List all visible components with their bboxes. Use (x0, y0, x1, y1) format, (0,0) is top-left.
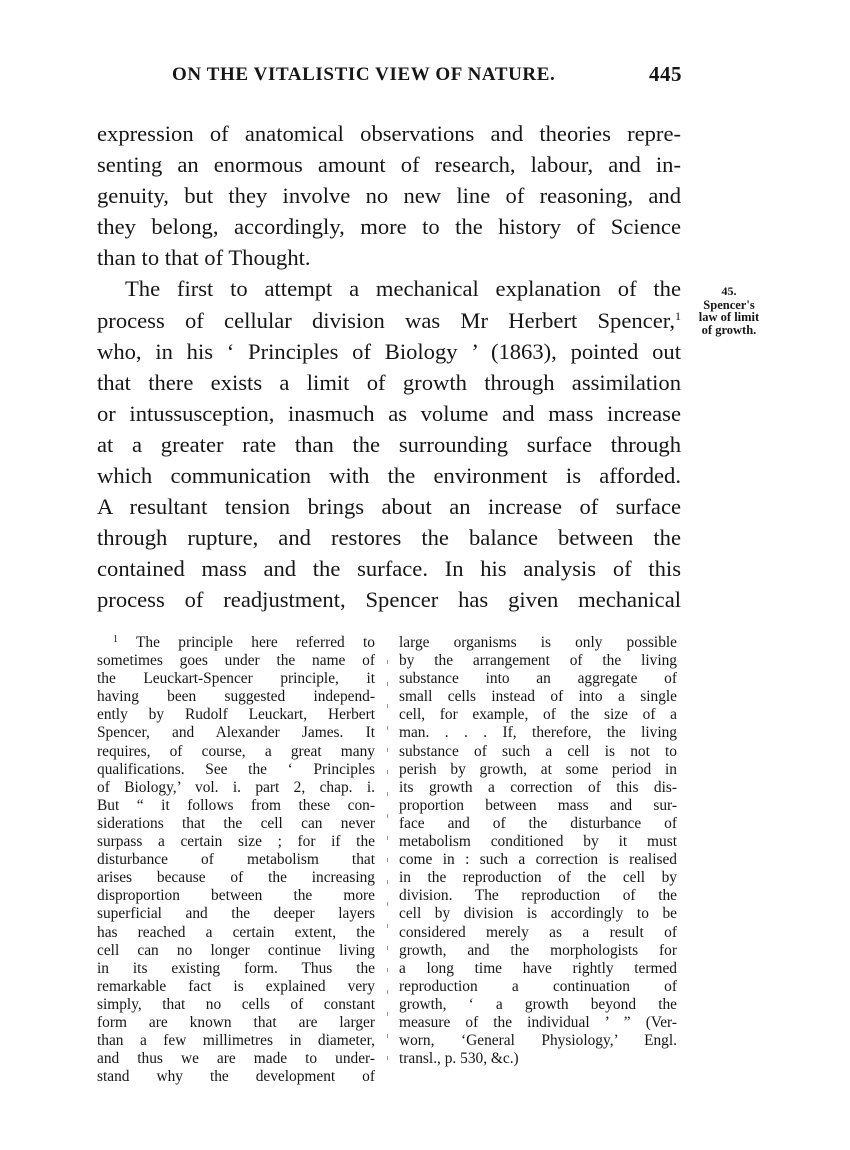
footnote-line: considered merely as a result of (399, 923, 677, 941)
footnote-line: perish by growth, at some period in (399, 760, 677, 778)
main-text-line: that there exists a limit of growth through assimilation (97, 369, 681, 395)
footnote-line: disproportion between the more (97, 887, 375, 905)
footnote-line: in the reproduction of the cell by (399, 869, 677, 887)
main-text-line: process of readjustment, Spencer has given mechanical (97, 587, 681, 613)
footnote-line: face and of the disturbance of (399, 814, 677, 832)
footnote-line: surpass a certain size ; for if the (97, 833, 375, 851)
footnote-line: arises because of the increasing (97, 869, 375, 887)
footnote-marker: 1 (113, 634, 118, 645)
footnote-line: the Leuckart-Spencer principle, it (97, 670, 375, 688)
footnote-line: transl., p. 530, &c.) (399, 1050, 519, 1068)
footnote-line: growth, and the morphologists for (399, 941, 677, 959)
footnote-column-right (399, 634, 677, 1068)
footnote-line: siderations that the cell can never (97, 814, 375, 832)
footnote-line: small cells instead of into a single (399, 688, 677, 706)
margin-note-line: Spencer's (703, 297, 755, 312)
main-text-line: contained mass and the surface. In his analysis of this (97, 556, 681, 582)
footnote-line: superficial and the deeper layers (97, 905, 375, 923)
margin-note (688, 285, 770, 336)
footnote-line: of Biology,’ vol. i. part 2, chap. i. (97, 778, 375, 796)
main-text-line: at a greater rate than the surrounding surface through (97, 431, 681, 457)
footnote-line: substance of such a cell is not to (399, 742, 677, 760)
main-text-line: expression of anatomical observations and theories repre- (97, 121, 681, 146)
footnote-line: qualifications. See the ‘ Principles (97, 760, 375, 778)
footnote-line: and thus we are made to under- (97, 1050, 375, 1068)
running-title: ON THE VITALISTIC VIEW OF NATURE. (172, 64, 556, 85)
paragraph-start-line: The first to attempt a mechanical explanation of the (125, 276, 681, 302)
main-text-line: A resultant tension brings about an increase of surface (97, 494, 681, 520)
footnote-line-text: The principle here referred to (136, 634, 375, 651)
margin-note-line: law of limit (698, 310, 760, 325)
main-text-line: genuity, but they involve no new line of reasoning, and (97, 183, 681, 209)
main-text-line: senting an enormous amount of research, labour, and in- (97, 152, 681, 178)
footnote-line: stand why the development of (97, 1068, 375, 1086)
running-head (172, 64, 682, 92)
footnote-line: than a few millimetres in diameter, (97, 1032, 375, 1050)
footnote-line: growth, ‘ a growth beyond the (399, 995, 677, 1013)
section-number: 45. (721, 284, 737, 298)
main-text-line: who, in his ‘ Principles of Biology ’ (1863), pointed out (97, 338, 681, 364)
main-text-line: which communication with the environment is afforded. (97, 463, 681, 489)
footnote-line: cell, for example, of the size of a (399, 706, 677, 724)
margin-note-line: of growth. (701, 322, 757, 337)
footnote-line: has reached a certain extent, the (97, 923, 375, 941)
footnote-line: measure of the individual ’ ” (Ver- (399, 1013, 677, 1031)
main-text-line: they belong, accordingly, more to the history of Science (97, 214, 681, 240)
footnote-line: sometimes goes under the name of (97, 652, 375, 670)
footnote-line: man. . . . If, therefore, the living (399, 724, 677, 742)
main-text-line: than to that of Thought. (97, 245, 311, 271)
footnote-reference: 1 (675, 308, 681, 323)
footnote-line: remarkable fact is explained very (97, 977, 375, 995)
footnote-line: reproduction a continuation of (399, 977, 677, 995)
footnote-column-left (97, 634, 375, 1086)
footnote-line: a long time have rightly termed (399, 959, 677, 977)
main-text-line (97, 305, 681, 336)
footnote-line: cell by division is accordingly to be (399, 905, 677, 923)
footnote-line (97, 634, 375, 652)
footnote-line: ently by Rudolf Leuckart, Herbert (97, 706, 375, 724)
footnote-line: substance into an aggregate of (399, 670, 677, 688)
footnote-line: come in : such a correction is realised (399, 851, 677, 869)
footnote-line: division. The reproduction of the (399, 887, 677, 905)
footnote-line: cell can no longer continue living (97, 941, 375, 959)
footnote-line: form are known that are larger (97, 1013, 375, 1031)
footnote-line: worn, ‘General Physiology,’ Engl. (399, 1032, 677, 1050)
main-text-line-text: process of cellular division was Mr Herbert Spencer, (97, 307, 675, 333)
footnote-line: But “ it follows from these con- (97, 796, 375, 814)
main-text (97, 118, 681, 616)
footnote-line: simply, that no cells of constant (97, 995, 375, 1013)
footnote-line: by the arrangement of the living (399, 652, 677, 670)
footnote-line: requires, of course, a great many (97, 742, 375, 760)
main-text-line: through rupture, and restores the balance between the (97, 525, 681, 551)
main-text-line: or intussusception, inasmuch as volume and mass increase (97, 400, 681, 426)
footnote-line: metabolism conditioned by it must (399, 833, 677, 851)
footnote-column-divider (387, 660, 388, 1060)
footnote-line: proportion between mass and sur- (399, 796, 677, 814)
page-number: 445 (649, 62, 682, 86)
footnote-line: Spencer, and Alexander James. It (97, 724, 375, 742)
footnote-line: disturbance of metabolism that (97, 851, 375, 869)
footnote-line: in its existing form. Thus the (97, 959, 375, 977)
footnote-line: its growth a correction of this dis- (399, 778, 677, 796)
footnote-line: having been suggested independ- (97, 688, 375, 706)
footnote-line: large organisms is only possible (399, 634, 677, 651)
